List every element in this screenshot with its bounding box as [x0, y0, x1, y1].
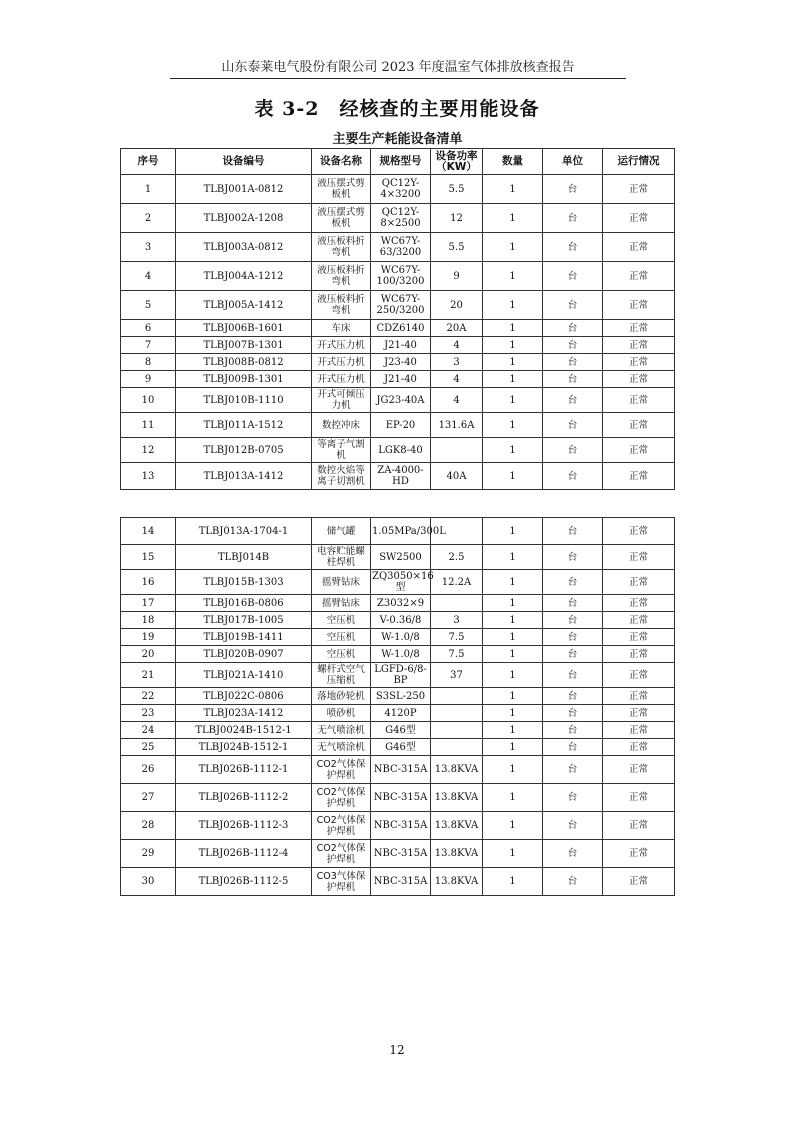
table-row	[121, 663, 675, 688]
code-cell: TLBJ020B-0907	[176, 646, 312, 663]
code-cell: TLBJ001A-0812	[176, 175, 312, 204]
code-cell: TLBJ017B-1005	[176, 612, 312, 629]
unit-cell: 台	[543, 204, 603, 233]
table-row	[121, 291, 675, 320]
model-cell: ZQ3050×16型	[372, 571, 434, 593]
qty-cell: 1	[483, 570, 543, 595]
status-cell: 正常	[603, 371, 675, 388]
model-cell: 4120P	[371, 705, 431, 722]
status-cell: 正常	[603, 756, 675, 784]
qty-cell: 1	[483, 518, 543, 545]
table-row	[121, 570, 675, 595]
seq-cell: 25	[121, 739, 176, 756]
seq-cell: 12	[121, 438, 176, 463]
code-cell: TLBJ011A-1512	[176, 413, 312, 438]
status-cell: 正常	[603, 545, 675, 570]
code-cell: TLBJ013A-1704-1	[176, 518, 312, 545]
unit-cell: 台	[543, 739, 603, 756]
qty-cell: 1	[483, 413, 543, 438]
code-cell: TLBJ026B-1112-3	[176, 812, 312, 840]
status-cell: 正常	[603, 354, 675, 371]
status-cell: 正常	[603, 438, 675, 463]
power-cell: 13.8KVA	[431, 784, 483, 812]
qty-cell: 1	[483, 371, 543, 388]
status-cell: 正常	[603, 413, 675, 438]
power-cell: 13.8KVA	[431, 840, 483, 868]
status-cell: 正常	[603, 612, 675, 629]
qty-cell: 1	[483, 388, 543, 413]
table-caption: 主要生产耗能设备清单	[332, 131, 463, 147]
status-cell: 正常	[603, 570, 675, 595]
model-cell: NBC-315A	[371, 840, 431, 868]
table-row	[121, 756, 675, 784]
seq-cell: 23	[121, 705, 176, 722]
model-cell: NBC-315A	[371, 868, 431, 896]
qty-cell: 1	[483, 320, 543, 337]
table-row	[121, 337, 675, 354]
name-cell: 喷砂机	[312, 705, 371, 722]
seq-cell: 27	[121, 784, 176, 812]
unit-cell: 台	[543, 320, 603, 337]
model-cell: Z3032×9	[371, 595, 431, 612]
code-cell: TLBJ019B-1411	[176, 629, 312, 646]
qty-cell: 1	[483, 646, 543, 663]
qty-cell: 1	[483, 595, 543, 612]
name-cell: 数控火焰等离子切割机	[312, 463, 371, 490]
model-cell: J21-40	[371, 337, 431, 354]
status-cell: 正常	[603, 646, 675, 663]
model-cell: WC67Y-100/3200	[371, 262, 431, 291]
table-row	[121, 204, 675, 233]
status-cell: 正常	[603, 518, 675, 545]
table-row	[121, 262, 675, 291]
col-header-name: 设备名称	[312, 149, 371, 175]
model-cell: EP-20	[371, 413, 431, 438]
table-row	[121, 722, 675, 739]
qty-cell: 1	[483, 291, 543, 320]
qty-cell: 1	[483, 262, 543, 291]
status-cell: 正常	[603, 629, 675, 646]
unit-cell: 台	[543, 756, 603, 784]
col-header-no: 序号	[121, 149, 176, 175]
unit-cell: 台	[543, 413, 603, 438]
unit-cell: 台	[543, 646, 603, 663]
unit-cell: 台	[543, 722, 603, 739]
status-cell: 正常	[603, 840, 675, 868]
unit-cell: 台	[543, 233, 603, 262]
name-cell: 空压机	[312, 612, 371, 629]
power-cell: 13.8KVA	[431, 868, 483, 896]
unit-cell: 台	[543, 663, 603, 688]
model-cell: G46型	[371, 739, 431, 756]
power-cell: 40A	[431, 463, 483, 490]
status-cell: 正常	[603, 262, 675, 291]
table-row	[121, 175, 675, 204]
name-cell: 液压摆式剪板机	[312, 204, 371, 233]
qty-cell: 1	[483, 545, 543, 570]
unit-cell: 台	[543, 784, 603, 812]
seq-cell: 16	[121, 570, 176, 595]
qty-cell: 1	[483, 739, 543, 756]
model-cell: JG23-40A	[371, 388, 431, 413]
qty-cell: 1	[483, 612, 543, 629]
name-cell: CO2气体保护焊机	[312, 756, 371, 784]
table-row	[121, 371, 675, 388]
table-row	[121, 646, 675, 663]
table-row	[121, 739, 675, 756]
seq-cell: 22	[121, 688, 176, 705]
unit-cell: 台	[543, 595, 603, 612]
unit-cell: 台	[543, 262, 603, 291]
qty-cell: 1	[483, 784, 543, 812]
unit-cell: 台	[543, 812, 603, 840]
name-cell: 螺杆式空气压缩机	[312, 663, 371, 688]
code-cell: TLBJ022C-0806	[176, 688, 312, 705]
seq-cell: 17	[121, 595, 176, 612]
status-cell: 正常	[603, 595, 675, 612]
name-cell: CO2气体保护焊机	[312, 840, 371, 868]
code-cell: TLBJ003A-0812	[176, 233, 312, 262]
seq-cell: 4	[121, 262, 176, 291]
qty-cell: 1	[483, 204, 543, 233]
unit-cell: 台	[543, 438, 603, 463]
power-cell: 12	[431, 204, 483, 233]
code-cell: TLBJ004A-1212	[176, 262, 312, 291]
table-row	[121, 354, 675, 371]
status-cell: 正常	[603, 705, 675, 722]
power-cell: 20	[431, 291, 483, 320]
code-cell: TLBJ016B-0806	[176, 595, 312, 612]
power-cell: 37	[431, 663, 483, 688]
table-row	[121, 413, 675, 438]
power-cell: 7.5	[431, 629, 483, 646]
model-cell: LGFD-6/8-BP	[371, 663, 431, 688]
power-cell: 12.2A	[431, 570, 483, 595]
table-row	[121, 438, 675, 463]
code-cell: TLBJ007B-1301	[176, 337, 312, 354]
unit-cell: 台	[543, 612, 603, 629]
seq-cell: 26	[121, 756, 176, 784]
model-cell: NBC-315A	[371, 784, 431, 812]
table-row	[121, 463, 675, 490]
unit-cell: 台	[543, 354, 603, 371]
table-row	[121, 868, 675, 896]
power-cell	[431, 595, 483, 612]
name-cell: 摇臂钻床	[312, 570, 371, 595]
status-cell: 正常	[603, 204, 675, 233]
seq-cell: 18	[121, 612, 176, 629]
page-title: 表 3-2 经核查的主要用能设备	[254, 98, 540, 120]
power-cell	[431, 739, 483, 756]
seq-cell: 13	[121, 463, 176, 490]
seq-cell: 11	[121, 413, 176, 438]
code-cell: TLBJ026B-1112-2	[176, 784, 312, 812]
seq-cell: 15	[121, 545, 176, 570]
code-cell: TLBJ023A-1412	[176, 705, 312, 722]
col-header-code: 设备编号	[176, 149, 312, 175]
qty-cell: 1	[483, 233, 543, 262]
power-cell: 3	[431, 612, 483, 629]
power-cell: 7.5	[431, 646, 483, 663]
name-cell: 储气罐	[312, 518, 371, 545]
model-cell: WC67Y-63/3200	[371, 233, 431, 262]
status-cell: 正常	[603, 388, 675, 413]
model-cell: LGK8-40	[371, 438, 431, 463]
seq-cell: 20	[121, 646, 176, 663]
unit-cell: 台	[543, 371, 603, 388]
status-cell: 正常	[603, 784, 675, 812]
name-cell: 无气喷涂机	[312, 739, 371, 756]
unit-cell: 台	[543, 868, 603, 896]
status-cell: 正常	[603, 812, 675, 840]
code-cell: TLBJ002A-1208	[176, 204, 312, 233]
qty-cell: 1	[483, 756, 543, 784]
status-cell: 正常	[603, 320, 675, 337]
code-cell: TLBJ014B	[176, 545, 312, 570]
unit-cell: 台	[543, 840, 603, 868]
code-cell: TLBJ0024B-1512-1	[176, 722, 312, 739]
seq-cell: 28	[121, 812, 176, 840]
status-cell: 正常	[603, 739, 675, 756]
status-cell: 正常	[603, 233, 675, 262]
seq-cell: 9	[121, 371, 176, 388]
power-cell: 5.5	[431, 175, 483, 204]
power-cell	[431, 438, 483, 463]
status-cell: 正常	[603, 688, 675, 705]
unit-cell: 台	[543, 463, 603, 490]
power-cell: 5.5	[431, 233, 483, 262]
name-cell: 等离子气割机	[312, 438, 371, 463]
table-row	[121, 612, 675, 629]
col-header-qty: 数量	[483, 149, 543, 175]
name-cell: 电容贮能螺柱焊机	[312, 545, 371, 570]
qty-cell: 1	[483, 705, 543, 722]
code-cell: TLBJ013A-1412	[176, 463, 312, 490]
table-row	[121, 545, 675, 570]
name-cell: 摇臂钻床	[312, 595, 371, 612]
status-cell: 正常	[603, 722, 675, 739]
seq-cell: 30	[121, 868, 176, 896]
power-cell: 3	[431, 354, 483, 371]
model-cell: NBC-315A	[371, 756, 431, 784]
qty-cell: 1	[483, 812, 543, 840]
qty-cell: 1	[483, 463, 543, 490]
qty-cell: 1	[483, 868, 543, 896]
power-cell: 2.5	[431, 545, 483, 570]
qty-cell: 1	[483, 175, 543, 204]
status-cell: 正常	[603, 291, 675, 320]
name-cell: 开式压力机	[312, 337, 371, 354]
status-cell: 正常	[603, 663, 675, 688]
model-cell: SW2500	[371, 545, 431, 570]
qty-cell: 1	[483, 629, 543, 646]
name-cell: 无气喷涂机	[312, 722, 371, 739]
model-cell: ZA-4000-HD	[371, 463, 431, 490]
seq-cell: 6	[121, 320, 176, 337]
name-cell: 液压板料折弯机	[312, 291, 371, 320]
unit-cell: 台	[543, 175, 603, 204]
name-cell: 落地砂轮机	[312, 688, 371, 705]
code-cell: TLBJ006B-1601	[176, 320, 312, 337]
table-row	[121, 688, 675, 705]
name-cell: 液压板料折弯机	[312, 233, 371, 262]
page-header: 山东泰莱电气股份有限公司 2023 年度温室气体排放核查报告	[221, 60, 575, 75]
col-header-model: 规格型号	[371, 149, 431, 175]
power-cell: 9	[431, 262, 483, 291]
power-cell: 131.6A	[431, 413, 483, 438]
status-cell: 正常	[603, 175, 675, 204]
code-cell: TLBJ026B-1112-4	[176, 840, 312, 868]
qty-cell: 1	[483, 663, 543, 688]
table-row	[121, 388, 675, 413]
table-row	[121, 705, 675, 722]
seq-cell: 14	[121, 518, 176, 545]
header-rule	[170, 78, 626, 79]
name-cell: 液压板料折弯机	[312, 262, 371, 291]
code-cell: TLBJ010B-1110	[176, 388, 312, 413]
code-cell: TLBJ012B-0705	[176, 438, 312, 463]
model-cell: G46型	[371, 722, 431, 739]
power-cell	[431, 722, 483, 739]
qty-cell: 1	[483, 688, 543, 705]
model-cell: QC12Y-4×3200	[371, 175, 431, 204]
name-cell: 车床	[312, 320, 371, 337]
unit-cell: 台	[543, 545, 603, 570]
model-cell: WC67Y-250/3200	[371, 291, 431, 320]
table-row	[121, 784, 675, 812]
unit-cell: 台	[543, 570, 603, 595]
power-cell: 13.8KVA	[431, 812, 483, 840]
unit-cell: 台	[543, 688, 603, 705]
table-row	[121, 840, 675, 868]
name-cell: 空压机	[312, 646, 371, 663]
unit-cell: 台	[543, 388, 603, 413]
code-cell: TLBJ024B-1512-1	[176, 739, 312, 756]
seq-cell: 5	[121, 291, 176, 320]
seq-cell: 29	[121, 840, 176, 868]
qty-cell: 1	[483, 438, 543, 463]
name-cell: CO3气体保护焊机	[312, 868, 371, 896]
qty-cell: 1	[483, 337, 543, 354]
code-cell: TLBJ008B-0812	[176, 354, 312, 371]
page-number: 12	[389, 1043, 405, 1057]
seq-cell: 24	[121, 722, 176, 739]
seq-cell: 7	[121, 337, 176, 354]
power-cell: 4	[431, 388, 483, 413]
model-cell: V-0.36/8	[371, 612, 431, 629]
seq-cell: 2	[121, 204, 176, 233]
unit-cell: 台	[543, 518, 603, 545]
name-cell: 数控冲床	[312, 413, 371, 438]
seq-cell: 21	[121, 663, 176, 688]
model-cell: S3SL-250	[371, 688, 431, 705]
name-cell: 开式压力机	[312, 371, 371, 388]
col-header-status: 运行情况	[603, 149, 675, 175]
code-cell: TLBJ021A-1410	[176, 663, 312, 688]
code-cell: TLBJ009B-1301	[176, 371, 312, 388]
power-cell	[431, 688, 483, 705]
name-cell: CO2气体保护焊机	[312, 784, 371, 812]
seq-cell: 3	[121, 233, 176, 262]
model-cell: CDZ6140	[371, 320, 431, 337]
model-cell: J21-40	[371, 371, 431, 388]
name-cell: 开式可倾压力机	[312, 388, 371, 413]
name-cell: 液压摆式剪板机	[312, 175, 371, 204]
name-cell: 开式压力机	[312, 354, 371, 371]
unit-cell: 台	[543, 705, 603, 722]
power-cell: 13.8KVA	[431, 756, 483, 784]
qty-cell: 1	[483, 722, 543, 739]
seq-cell: 10	[121, 388, 176, 413]
seq-cell: 19	[121, 629, 176, 646]
power-cell	[431, 705, 483, 722]
power-cell: 4	[431, 337, 483, 354]
table-row	[121, 812, 675, 840]
status-cell: 正常	[603, 868, 675, 896]
model-cell: QC12Y-8×2500	[371, 204, 431, 233]
code-cell: TLBJ026B-1112-1	[176, 756, 312, 784]
power-cell: 20A	[431, 320, 483, 337]
model-cell: J23-40	[371, 354, 431, 371]
qty-cell: 1	[483, 840, 543, 868]
seq-cell: 8	[121, 354, 176, 371]
table-row	[121, 629, 675, 646]
table-row	[121, 233, 675, 262]
unit-cell: 台	[543, 291, 603, 320]
unit-cell: 台	[543, 629, 603, 646]
code-cell: TLBJ005A-1412	[176, 291, 312, 320]
table-row	[121, 320, 675, 337]
model-cell: NBC-315A	[371, 812, 431, 840]
power-cell: 4	[431, 371, 483, 388]
equipment-table-part2	[120, 517, 675, 896]
model-cell: W-1.0/8	[371, 629, 431, 646]
code-cell: TLBJ026B-1112-5	[176, 868, 312, 896]
col-header-unit: 单位	[543, 149, 603, 175]
status-cell: 正常	[603, 463, 675, 490]
name-cell: CO2气体保护焊机	[312, 812, 371, 840]
col-header-power: 设备功率（KW）	[431, 149, 483, 175]
table-row	[121, 518, 675, 545]
model-cell: 1.05MPa/300L	[371, 518, 431, 545]
status-cell: 正常	[603, 337, 675, 354]
table-row	[121, 595, 675, 612]
seq-cell: 1	[121, 175, 176, 204]
unit-cell: 台	[543, 337, 603, 354]
qty-cell: 1	[483, 354, 543, 371]
code-cell: TLBJ015B-1303	[176, 570, 312, 595]
name-cell: 空压机	[312, 629, 371, 646]
model-cell: W-1.0/8	[371, 646, 431, 663]
equipment-table-part1	[120, 130, 675, 490]
